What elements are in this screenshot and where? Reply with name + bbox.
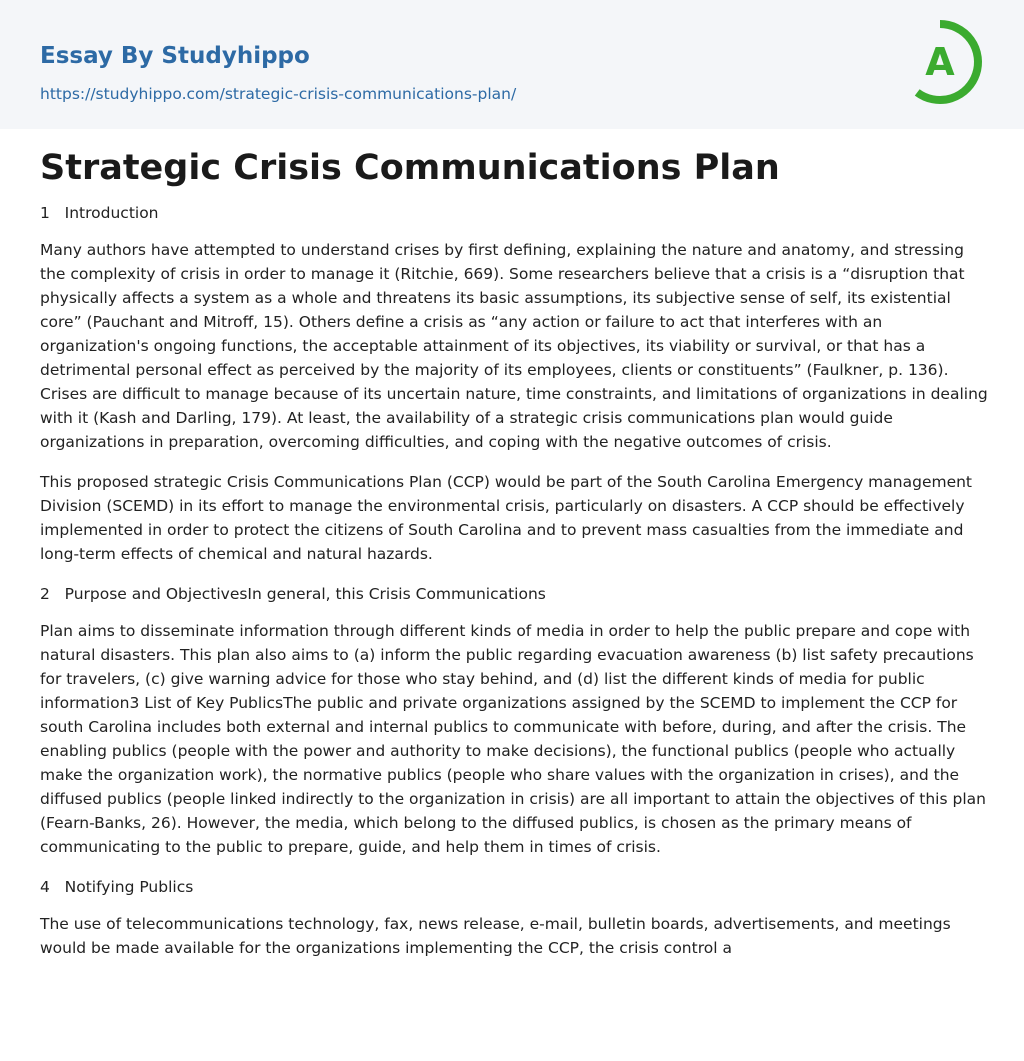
paragraph-ccp-proposal: This proposed strategic Crisis Communications Plan (CCP) would be part of the South Carolina Emergency management Division (SCEMD) in its effort to manage the environmental crisis, particularly on disasters. A CCP should be effectively implemented in order to protect the citizens of South Carolina and to prevent mass casualties from the immediate and long-term effects of chemical and natural hazards.	[40, 473, 973, 563]
paragraph-notifying: The use of telecommunications technology, fax, news release, e-mail, bulletin boards, advertisements, and meetings would be made available for the organizations implementing the CCP, the crisis control a	[40, 915, 951, 957]
section-heading-notifying: 4 Notifying Publics	[40, 878, 194, 896]
logo-letter: A	[925, 40, 955, 84]
ring-letter-a-logo-icon	[900, 18, 988, 106]
paragraph-introduction: Many authors have attempted to understand crises by first defining, explaining the nature and anatomy, and stressing the complexity of crisis in order to manage it (Ritchie, 669). Some researchers believe that a crisis is a “disruption that physically affects a system as a whole and threatens its basic assumptions, its subjective sense of self, its existential core” (Pauchant and Mitroff, 15). Others define a crisis as “any action or failure to act that interferes with an organization's ongoing functions, the acceptable attainment of its objectives, its viability or survival, or that has a detrimental personal effect as perceived by the majority of its employees, clients or constituents” (Faulkner, p. 136). Crises are difficult to manage because of its uncertain nature, time constraints, and limitations of organizations in dealing with it (Kash and Darling, 179). At least, the availability of a strategic crisis communications plan would guide organizations in preparation, overcoming difficulties, and coping with the negative outcomes of crisis.	[40, 241, 988, 451]
paragraph-purpose-publics: Plan aims to disseminate information through different kinds of media in order to help the public prepare and cope with natural disasters. This plan also aims to (a) inform the public regarding evacuation awareness (b) list safety precautions for travelers, (c) give warning advice for those who stay behind, and (d) list the different kinds of media for public information3 List of Key PublicsThe public and private organizations assigned by the SCEMD to implement the CCP for south Carolina includes both external and internal publics to communicate with before, during, and after the crisis. The enabling publics (people with the power and authority to make decisions), the functional publics (people who actually make the organization work), the normative publics (people who share values with the organization in crises), and the diffused publics (people linked indirectly to the organization in crisis) are all important to attain the objectives of this plan (Fearn-Banks, 26). However, the media, which belong to the diffused publics, is chosen as the primary means of communicating to the public to prepare, guide, and help them in times of crisis.	[40, 622, 986, 856]
page-header	[0, 0, 1024, 129]
section-heading-introduction: 1 Introduction	[40, 204, 159, 222]
brand-title: Essay By Studyhippo	[40, 43, 310, 69]
essay-content	[40, 140, 988, 976]
essay-url-link[interactable]: https://studyhippo.com/strategic-crisis-communications-plan/	[40, 85, 517, 103]
section-heading-purpose: 2 Purpose and ObjectivesIn general, this Crisis Communications	[40, 585, 546, 603]
essay-title: Strategic Crisis Communications Plan	[40, 148, 780, 188]
